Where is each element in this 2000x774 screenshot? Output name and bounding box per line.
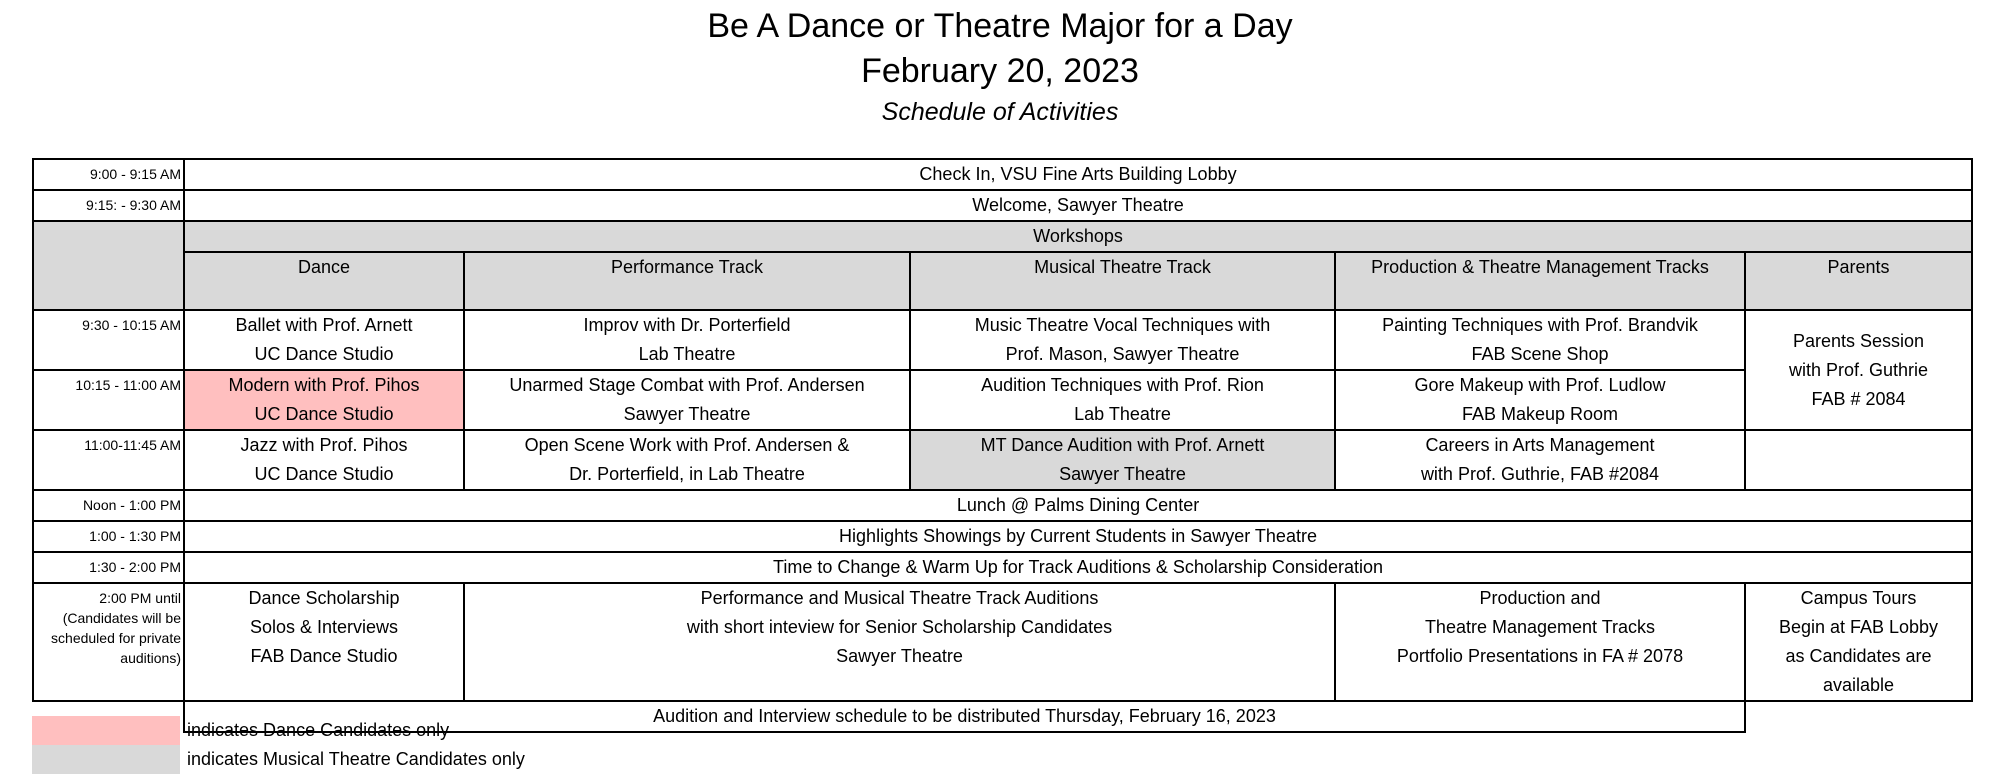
session-location: with Prof. Guthrie, FAB #2084 — [1420, 464, 1660, 484]
time-cell: 9:15: - 9:30 AM — [33, 190, 184, 221]
legend-musical-theatre — [32, 745, 1032, 774]
row-slot-3 — [33, 430, 1972, 490]
row-highlights — [33, 521, 1972, 552]
row-slot-1 — [33, 310, 1972, 370]
footer-note: Audition and Interview schedule to be distributed Thursday, February 16, 2023 — [184, 701, 1745, 732]
legend-swatch-gray — [32, 745, 180, 774]
audition-line: Performance and Musical Theatre Track Auditions — [700, 588, 1099, 608]
time-cell: 9:30 - 10:15 AM — [33, 310, 184, 370]
performance-session — [464, 310, 910, 370]
session-location: UC Dance Studio — [254, 344, 394, 364]
time-cell: 1:00 - 1:30 PM — [33, 521, 184, 552]
session-location: UC Dance Studio — [254, 404, 394, 424]
audition-location: Portfolio Presentations in FA # 2078 — [1396, 646, 1684, 666]
session-location: Lab Theatre — [638, 344, 736, 364]
session-location: FAB Scene Shop — [1471, 344, 1609, 364]
session-location: Sawyer Theatre — [623, 404, 751, 424]
time-cell: 1:30 - 2:00 PM — [33, 552, 184, 583]
row-workshops — [33, 221, 1972, 252]
row-slot-2 — [33, 370, 1972, 430]
blank-cell — [1745, 701, 1972, 732]
performance-session — [464, 430, 910, 490]
session-title: Unarmed Stage Combat with Prof. Andersen — [509, 375, 865, 395]
time-cell: 11:00-11:45 AM — [33, 430, 184, 490]
change-cell: Time to Change & Warm Up for Track Auditions & Scholarship Consideration — [184, 552, 1972, 583]
dance-session — [184, 370, 464, 430]
session-location: Lab Theatre — [1074, 404, 1171, 424]
legend-dance — [32, 716, 1032, 745]
performance-musical-audition — [464, 583, 1335, 701]
checkin-cell: Check In, VSU Fine Arts Building Lobby — [184, 159, 1972, 190]
time-cell: 10:15 - 11:00 AM — [33, 370, 184, 430]
track-header-production: Production & Theatre Management Tracks — [1335, 252, 1745, 310]
tour-line: as Candidates are — [1785, 646, 1932, 666]
row-welcome — [33, 190, 1972, 221]
dance-session — [184, 430, 464, 490]
highlights-cell: Highlights Showings by Current Students in Sawyer Theatre — [184, 521, 1972, 552]
production-audition — [1335, 583, 1745, 701]
audition-line: Theatre Management Tracks — [1424, 617, 1656, 637]
performance-session — [464, 370, 910, 430]
audition-line: Production and — [1479, 588, 1601, 608]
session-location: UC Dance Studio — [254, 464, 394, 484]
welcome-cell: Welcome, Sawyer Theatre — [184, 190, 1972, 221]
time-cell: 9:00 - 9:15 AM — [33, 159, 184, 190]
row-track-headers — [33, 252, 1972, 310]
session-host: with Prof. Guthrie — [1788, 359, 1929, 380]
page-subtitle: Schedule of Activities — [881, 98, 1119, 126]
session-title: Improv with Dr. Porterfield — [583, 315, 791, 335]
audition-location: Sawyer Theatre — [836, 646, 963, 666]
dance-session — [184, 310, 464, 370]
lunch-cell: Lunch @ Palms Dining Center — [184, 490, 1972, 521]
session-title: Parents Session — [1792, 330, 1925, 351]
blank-header-cell — [33, 221, 184, 310]
dance-audition — [184, 583, 464, 701]
time-cell: Noon - 1:00 PM — [33, 490, 184, 521]
time-cell: 2:00 PM until (Candidates will be scheduled for private auditions) — [33, 583, 184, 701]
production-session — [1335, 430, 1745, 490]
row-lunch — [33, 490, 1972, 521]
parents-empty-cell — [1745, 430, 1972, 490]
workshops-header: Workshops — [184, 221, 1972, 252]
legend-swatch-pink — [32, 716, 180, 745]
schedule-table — [32, 158, 1973, 733]
session-location: Prof. Mason, Sawyer Theatre — [1005, 344, 1240, 364]
track-header-musical: Musical Theatre Track — [910, 252, 1335, 310]
page-title: Be A Dance or Theatre Major for a Day — [707, 7, 1293, 45]
musical-session — [910, 370, 1335, 430]
session-title: Painting Techniques with Prof. Brandvik — [1382, 315, 1698, 335]
legend-label: indicates Dance Candidates only — [187, 720, 450, 740]
track-header-parents: Parents — [1745, 252, 1972, 310]
session-title: Audition Techniques with Prof. Rion — [981, 375, 1264, 395]
row-checkin — [33, 159, 1972, 190]
audition-line: Solos & Interviews — [249, 617, 399, 637]
production-session — [1335, 310, 1745, 370]
session-location: FAB # 2084 — [1811, 388, 1906, 409]
parents-session — [1745, 310, 1972, 430]
track-header-performance: Performance Track — [464, 252, 910, 310]
session-title: Open Scene Work with Prof. Andersen & — [524, 435, 850, 455]
tour-line: available — [1822, 675, 1895, 695]
tour-line: Campus Tours — [1800, 588, 1917, 608]
track-header-dance: Dance — [184, 252, 464, 310]
session-title: Modern with Prof. Pihos — [228, 375, 420, 395]
session-title: Jazz with Prof. Pihos — [240, 435, 408, 455]
session-location: FAB Makeup Room — [1461, 404, 1619, 424]
musical-session — [910, 430, 1335, 490]
musical-session — [910, 310, 1335, 370]
audition-line: with short inteview for Senior Scholarship Candidates — [686, 617, 1113, 637]
session-location: Sawyer Theatre — [1059, 464, 1186, 484]
event-date: February 20, 2023 — [861, 52, 1139, 90]
row-change — [33, 552, 1972, 583]
legend-label: indicates Musical Theatre Candidates only — [187, 749, 525, 769]
session-title: Gore Makeup with Prof. Ludlow — [1414, 375, 1666, 395]
row-auditions — [33, 583, 1972, 701]
tour-line: Begin at FAB Lobby — [1778, 617, 1939, 637]
audition-line: Dance Scholarship — [248, 588, 400, 608]
session-title: Ballet with Prof. Arnett — [235, 315, 413, 335]
session-title: Careers in Arts Management — [1425, 435, 1655, 455]
session-title: Music Theatre Vocal Techniques with — [974, 315, 1271, 335]
production-session — [1335, 370, 1745, 430]
campus-tours — [1745, 583, 1972, 701]
session-title: MT Dance Audition with Prof. Arnett — [980, 435, 1265, 455]
audition-location: FAB Dance Studio — [250, 646, 398, 666]
session-location: Dr. Porterfield, in Lab Theatre — [569, 464, 805, 484]
